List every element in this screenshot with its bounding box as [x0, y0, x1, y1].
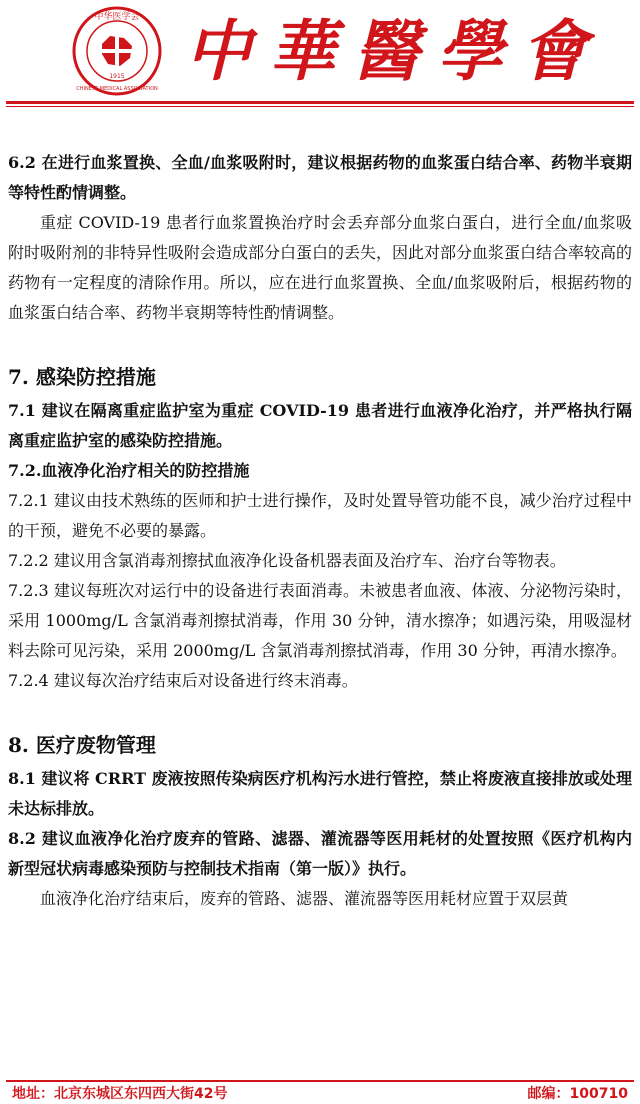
- section-6-2-title: 6.2 在进行血浆置换、全血/血浆吸附时，建议根据药物的血浆蛋白结合率、药物半衰期等特性酌情调整。: [8, 153, 632, 202]
- section-8-2-body: 血液净化治疗结束后，废弃的管路、滤器、灌流器等医用耗材应置于双层黄: [40, 889, 569, 908]
- section-8-heading: 8. 医疗废物管理: [8, 733, 156, 757]
- section-7-2-3: 7.2.3 建议每班次对运行中的设备进行表面消毒。未被患者血液、体液、分泌物污染时，采用 1000mg/L 含氯消毒剂擦拭消毒，作用 30 分钟，清水擦净；如遇污染，用吸湿材料去除可见污染，采用 2000mg/L 含氯消毒剂擦拭消毒，作用 30 分钟，再清水擦净。: [8, 581, 632, 660]
- logo-year: 1915: [109, 73, 125, 80]
- brand-title: 中華醫學會: [185, 12, 605, 90]
- section-7-2-2: 7.2.2 建议用含氯消毒剂擦拭血液净化设备机器表面及治疗车、治疗台等物表。: [8, 551, 566, 570]
- letterhead: [0, 0, 640, 110]
- footer-postcode: 邮编：100710: [527, 1086, 628, 1102]
- cma-logo-icon: [72, 6, 162, 96]
- footer: [8, 1084, 628, 1104]
- logo-title: 中华医学会: [94, 12, 140, 22]
- document-body: [8, 148, 632, 914]
- header-rule-thin: [6, 106, 634, 107]
- logo-subtitle: CHINESE MEDICAL ASSOCIATION: [76, 86, 158, 92]
- footer-rule: [6, 1080, 634, 1082]
- section-7-2-title: 7.2.血液净化治疗相关的防控措施: [8, 461, 250, 480]
- section-8-2: 8.2 建议血液净化治疗废弃的管路、滤器、灌流器等医用耗材的处置按照《医疗机构内新型冠状病毒感染预防与控制技术指南（第一版）》执行。: [8, 829, 632, 878]
- section-7-2-1: 7.2.1 建议由技术熟练的医师和护士进行操作，及时处置导管功能不良，减少治疗过程中的干预，避免不必要的暴露。: [8, 491, 632, 540]
- section-7-2-4: 7.2.4 建议每次治疗结束后对设备进行终末消毒。: [8, 671, 358, 690]
- section-7-heading: 7. 感染防控措施: [8, 365, 156, 389]
- section-6-2-body: 重症 COVID-19 患者行血浆置换治疗时会丢弃部分血浆白蛋白，进行全血/血浆吸附时吸附剂的非特异性吸附会造成部分白蛋白的丢失，因此对部分血浆蛋白结合率较高的药物有一定程度的清除作用。所以，应在进行血浆置换、全血/血浆吸附后，根据药物的血浆蛋白结合率、药物半衰期等特性酌情调整。: [8, 213, 633, 322]
- footer-address: 地址：北京东城区东四西大街42号: [12, 1086, 228, 1102]
- section-8-1: 8.1 建议将 CRRT 废液按照传染病医疗机构污水进行管控，禁止将废液直接排放或处理未达标排放。: [8, 769, 632, 818]
- header-rule: [6, 101, 634, 104]
- section-7-1: 7.1 建议在隔离重症监护室为重症 COVID-19 患者进行血液净化治疗，并严格执行隔离重症监护室的感染防控措施。: [8, 401, 632, 450]
